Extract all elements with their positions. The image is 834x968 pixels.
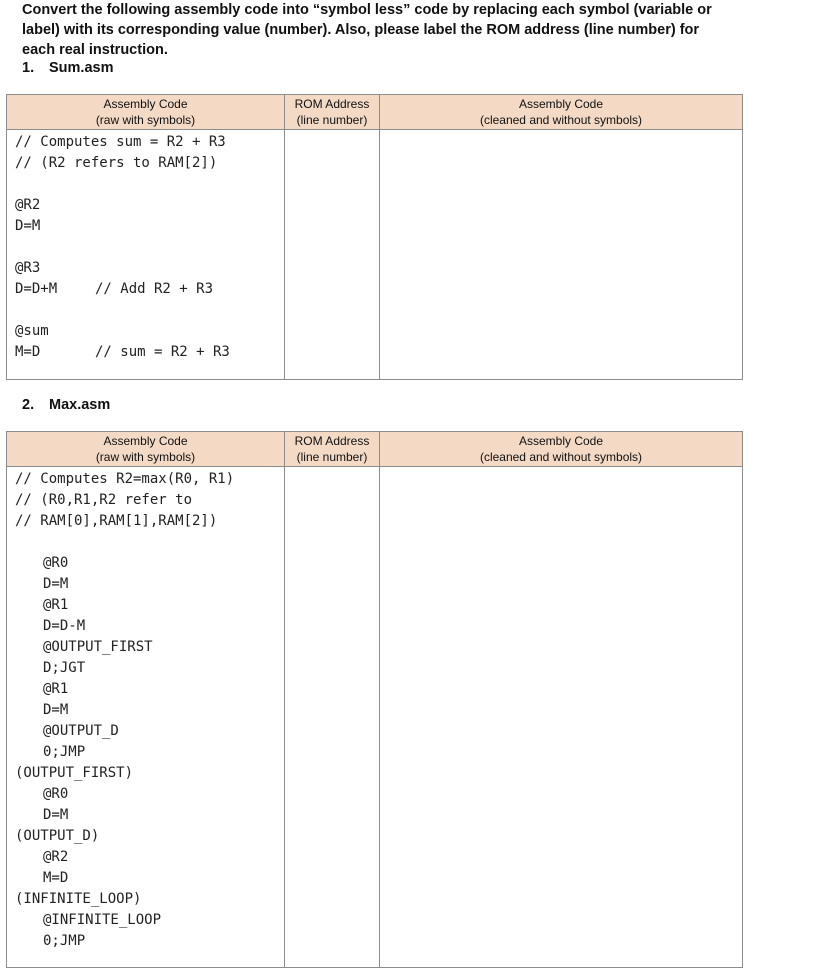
header-clean-code: [380, 95, 743, 130]
header-raw-code: [7, 432, 285, 467]
code-line: @R2: [43, 849, 69, 865]
code-line: 0;JMP: [43, 744, 86, 760]
code-line: // (R0,R1,R2 refer to: [15, 492, 193, 508]
code-label-line: (INFINITE_LOOP): [15, 891, 142, 907]
code-comment: // Add R2 + R3: [95, 281, 214, 297]
code-instruction: D=D+M: [15, 281, 58, 297]
raw-code-cell: [7, 467, 285, 968]
code-line: // (R2 refers to RAM[2]): [15, 155, 218, 171]
code-line: [15, 300, 284, 321]
header-sublabel: (cleaned and without symbols): [479, 113, 643, 127]
header-sublabel: (raw with symbols): [95, 113, 196, 127]
section-title-text: Max.asm: [49, 397, 111, 413]
header-label: ROM Address: [294, 97, 370, 111]
code-comment: // sum = R2 + R3: [95, 344, 230, 360]
clean-code-cell[interactable]: [380, 130, 743, 380]
code-block: [7, 467, 284, 952]
code-line: @sum: [15, 323, 49, 339]
code-label-line: (OUTPUT_D): [15, 828, 100, 844]
header-sublabel: (line number): [296, 450, 368, 464]
code-line: [15, 532, 284, 553]
header-label: ROM Address: [294, 434, 370, 448]
table-body-row: [7, 130, 743, 380]
code-label-line: (OUTPUT_FIRST): [15, 765, 134, 781]
section-title-max: [22, 397, 110, 413]
header-label: Assembly Code: [103, 434, 188, 448]
header-label: Assembly Code: [103, 97, 188, 111]
header-sublabel: (cleaned and without symbols): [479, 450, 643, 464]
rom-address-cell[interactable]: [285, 467, 380, 968]
code-line: @R3: [15, 260, 41, 276]
section-title-sum: [22, 60, 113, 76]
header-label: Assembly Code: [518, 97, 604, 111]
header-raw-code: [7, 95, 285, 130]
code-line: D;JGT: [43, 660, 86, 676]
code-line: [15, 237, 284, 258]
code-line: [15, 342, 284, 363]
header-sublabel: (line number): [296, 113, 368, 127]
code-line: 0;JMP: [43, 933, 86, 949]
code-line: [15, 279, 284, 300]
code-instruction: M=D: [15, 344, 41, 360]
code-line: M=D: [43, 870, 69, 886]
code-line: // RAM[0],RAM[1],RAM[2]): [15, 513, 218, 529]
code-block: [7, 130, 284, 363]
header-sublabel: (raw with symbols): [95, 450, 196, 464]
code-line: D=M: [43, 576, 69, 592]
code-line: @INFINITE_LOOP: [43, 912, 162, 928]
code-line: D=M: [43, 807, 69, 823]
clean-code-cell[interactable]: [380, 467, 743, 968]
code-line: [15, 174, 284, 195]
code-line: @R1: [43, 597, 69, 613]
code-line: @R0: [43, 555, 69, 571]
code-line: // Computes R2=max(R0, R1): [15, 471, 235, 487]
code-line: @R1: [43, 681, 69, 697]
section-title-text: Sum.asm: [49, 60, 114, 76]
header-clean-code: [380, 432, 743, 467]
instructions-text: Convert the following assembly code into “symbol less” code by replacing each symbol (variable or label) with its corresponding value (number). Also, please label the ROM address (line number) for each real instruction.: [22, 2, 712, 58]
code-line: D=M: [43, 702, 69, 718]
table-header-row: [7, 95, 743, 130]
header-label: Assembly Code: [518, 434, 604, 448]
code-line: @R0: [43, 786, 69, 802]
code-line: @OUTPUT_FIRST: [43, 639, 153, 655]
code-line: // Computes sum = R2 + R3: [15, 134, 226, 150]
section-number: 1.: [22, 60, 35, 76]
table-header-row: [7, 432, 743, 467]
code-line: D=D-M: [43, 618, 86, 634]
table-body-row: [7, 467, 743, 968]
rom-address-cell[interactable]: [285, 130, 380, 380]
max-asm-table: [6, 431, 743, 968]
section-number: 2.: [22, 397, 35, 413]
raw-code-cell: [7, 130, 285, 380]
header-rom-address: [285, 95, 380, 130]
sum-asm-table: [6, 94, 743, 380]
code-line: @R2: [15, 197, 41, 213]
header-rom-address: [285, 432, 380, 467]
code-line: D=M: [15, 218, 41, 234]
code-line: @OUTPUT_D: [43, 723, 119, 739]
